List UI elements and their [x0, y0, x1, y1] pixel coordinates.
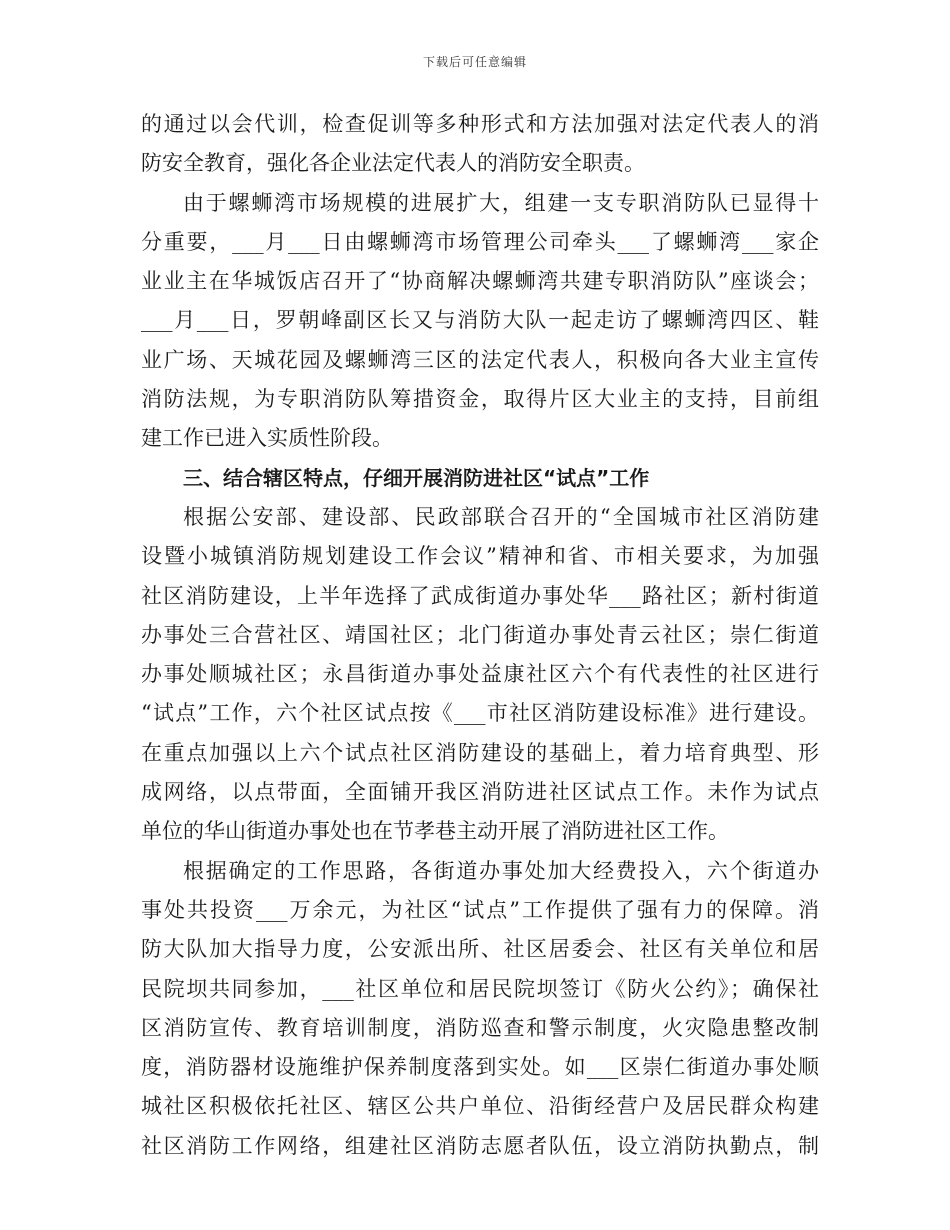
- text-line: 社区消防建设，上半年选择了武成街道办事处华___路社区；新村街道: [141, 583, 819, 608]
- page-header: 下载后可任意编辑: [422, 55, 527, 69]
- text-line: 防安全教育，强化各企业法定代表人的消防安全职责。: [141, 151, 645, 176]
- text-line: 单位的华山街道办事处也在节孝巷主动开展了消防进社区工作。: [141, 819, 729, 844]
- text-line: 区消防宣传、教育培训制度，消防巡查和警示制度，火灾隐患整改制: [141, 1015, 819, 1040]
- text-line: 业业主在华城饭店召开了“协商解决螺蛳湾共建专职消防队”座谈会；: [141, 269, 819, 294]
- text-line: 业广场、天城花园及螺蛳湾三区的法定代表人，积极向各大业主宣传: [141, 347, 819, 372]
- text-line: 建工作已进入实质性阶段。: [141, 426, 393, 451]
- text-line: 成网络，以点带面，全面铺开我区消防进社区试点工作。未作为试点: [141, 780, 819, 805]
- text-line: “试点”工作，六个社区试点按《___市社区消防建设标准》进行建设。: [141, 701, 819, 726]
- text-line: 分重要，___月___日由螺蛳湾市场管理公司牵头___了螺蛳湾___家企: [141, 229, 819, 254]
- text-line: 消防法规，为专职消防队筹措资金，取得片区大业主的支持，目前组: [141, 387, 819, 412]
- text-line: 事处共投资___万余元，为社区“试点”工作提供了强有力的保障。消: [141, 897, 819, 922]
- text-line: 城社区积极依托社区、辖区公共户单位、沿街经营户及居民群众构建: [141, 1094, 819, 1119]
- text-line: ___月___日，罗朝峰副区长又与消防大队一起走访了螺蛳湾四区、鞋: [141, 308, 819, 333]
- text-line: 办事处三合营社区、靖国社区；北门街道办事处青云社区；崇仁街道: [141, 622, 819, 647]
- text-line: 在重点加强以上六个试点社区消防建设的基础上，着力培育典型、形: [141, 740, 819, 765]
- text-line: 根据公安部、建设部、民政部联合召开的“全国城市社区消防建: [183, 504, 819, 529]
- text-line: 由于螺蛳湾市场规模的进展扩大，组建一支专职消防队已显得十: [183, 190, 819, 215]
- text-line: 的通过以会代训，检查促训等多种形式和方法加强对法定代表人的消: [141, 112, 819, 136]
- section-heading: 三、结合辖区特点，仔细开展消防进社区“试点”工作: [183, 465, 650, 490]
- text-line: 社区消防工作网络，组建社区消防志愿者队伍，设立消防执勤点，制: [141, 1133, 819, 1158]
- text-line: 根据确定的工作思路，各街道办事处加大经费投入，六个街道办: [183, 858, 819, 883]
- text-line: 办事处顺城社区；永昌街道办事处益康社区六个有代表性的社区进行: [141, 662, 819, 687]
- text-line: 度，消防器材设施维护保养制度落到实处。如___区崇仁街道办事处顺: [141, 1055, 819, 1080]
- document-body: [141, 105, 819, 1166]
- text-line: 民院坝共同参加，___社区单位和居民院坝签订《防火公约》；确保社: [141, 976, 819, 1001]
- text-line: 设暨小城镇消防规划建设工作会议”精神和省、市相关要求，为加强: [141, 544, 819, 569]
- text-line: 防大队加大指导力度，公安派出所、社区居委会、社区有关单位和居: [141, 937, 819, 962]
